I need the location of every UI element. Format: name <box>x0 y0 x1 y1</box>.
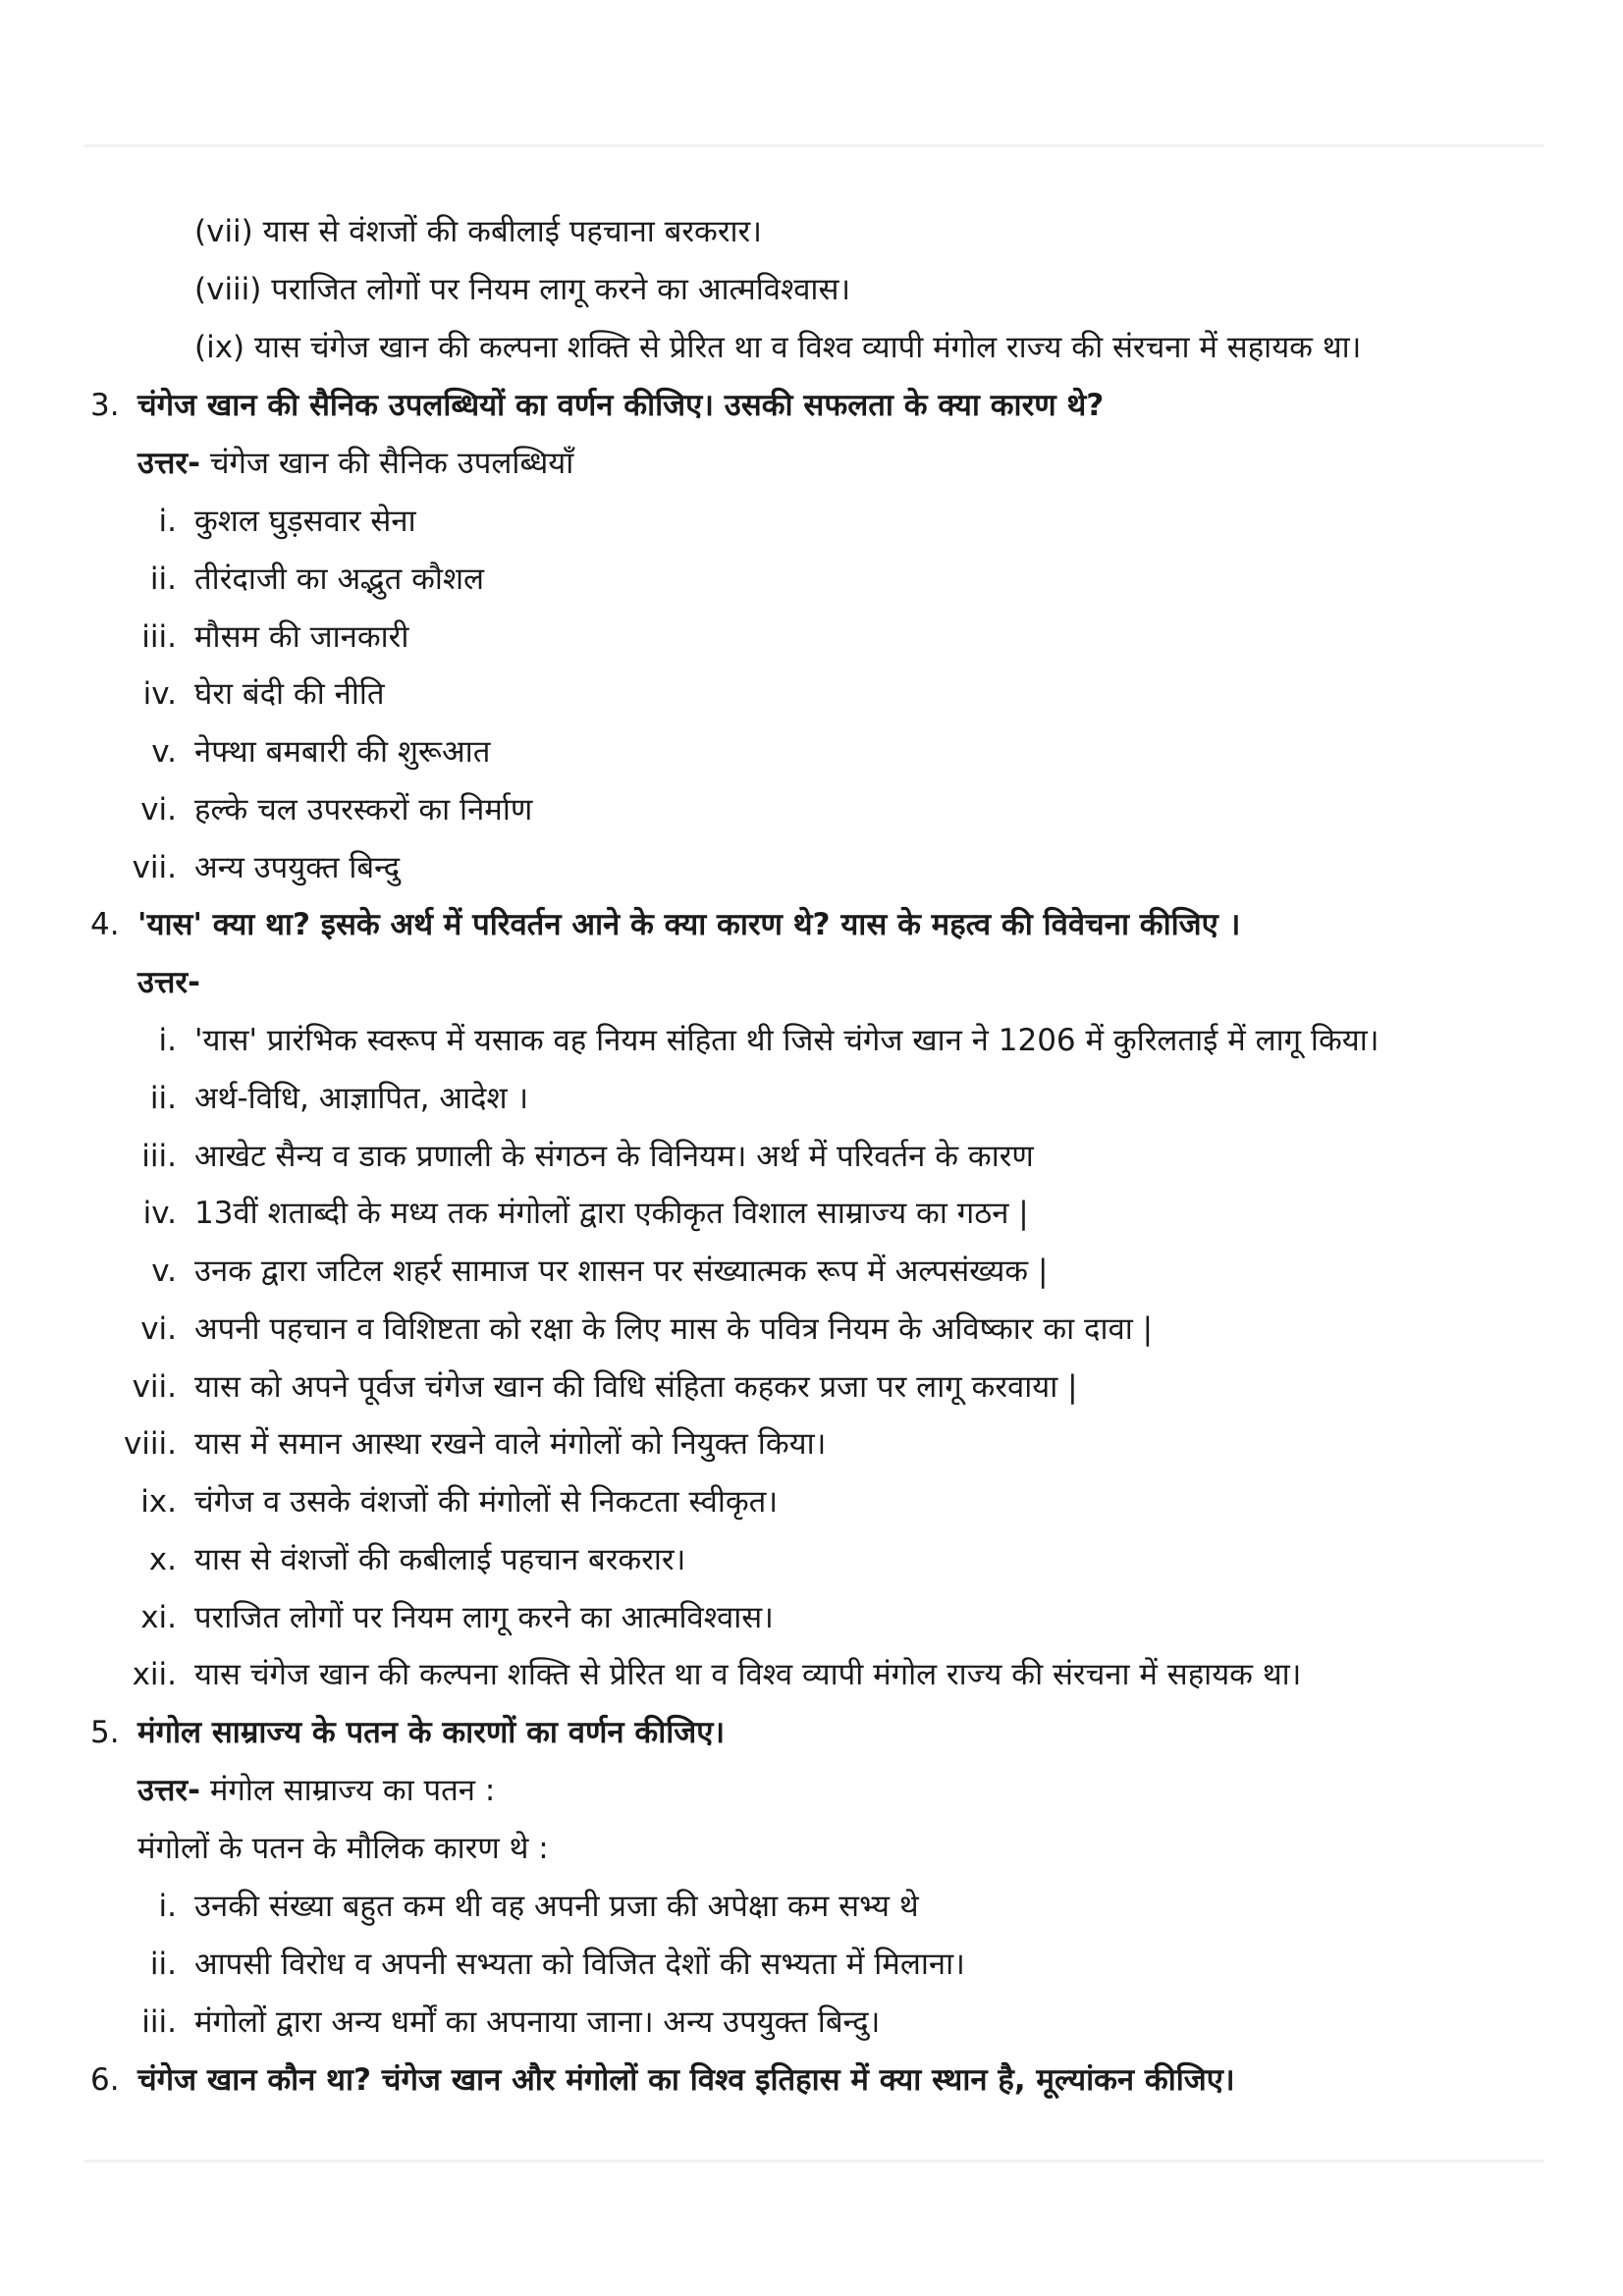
list-item-text: अर्थ-विधि, आज्ञापित, आदेश । <box>194 1080 529 1116</box>
list-item-number: xii. <box>132 1657 177 1693</box>
list-item-text: कुशल घुड़सवार सेना <box>194 504 416 539</box>
list-item-number: viii. <box>123 1426 177 1463</box>
continued-point-viii: (viii) पराजित लोगों पर नियम लागू करने का आत्मविश्वास। <box>194 272 851 307</box>
list-item-text: उनकी संख्या बहुत कम थी वह अपनी प्रजा की अपेक्षा कम सभ्य थे <box>194 1889 919 1924</box>
question-5: मंगोल साम्राज्य के पतन के कारणों का वर्णन कीजिए। <box>137 1715 726 1750</box>
list-item-number: iii. <box>141 2004 177 2040</box>
list-item-text: पराजित लोगों पर नियम लागू करने का आत्मविश्वास। <box>194 1599 774 1635</box>
answer-label: उत्तर- <box>137 1773 200 1808</box>
list-item-text: मंगोलों द्वारा अन्य धर्मों का अपनाया जाना। अन्य उपयुक्त बिन्दु। <box>194 2004 881 2040</box>
list-item-text: अपनी पहचान व विशिष्टता को रक्षा के लिए मास के पवित्र नियम के अविष्कार का दावा | <box>194 1310 1154 1347</box>
question-number-5: 5. <box>90 1715 120 1750</box>
list-item-number: v. <box>151 734 177 771</box>
list-item-number: vii. <box>132 849 177 885</box>
answer-intro-text: मंगोल साम्राज्य का पतन : <box>199 1773 496 1808</box>
list-item-number: iii. <box>141 1138 177 1174</box>
list-item-text: यास चंगेज खान की कल्पना शक्ति से प्रेरित था व विश्व व्यापी मंगोल राज्य की संरचना में सहायक था। <box>194 1657 1302 1693</box>
list-item-text: घेरा बंदी की नीति <box>194 676 385 713</box>
question-number-6: 6. <box>90 2062 120 2098</box>
list-item-number: iv. <box>142 676 177 713</box>
list-item-text: उनक द्वारा जटिल शहर्र सामाज पर शासन पर संख्यात्मक रूप में अल्पसंख्यक | <box>194 1254 1049 1289</box>
continued-point-vii: (vii) यास से वंशजों की कबीलाई पहचाना बरकरार। <box>194 214 762 249</box>
question-3: चंगेज खान की सैनिक उपलब्धियों का वर्णन कीजिए। उसकी सफलता के क्या कारण थे? <box>137 388 1105 423</box>
list-item-text: यास को अपने पूर्वज चंगेज खान की विधि संहिता कहकर प्रजा पर लागू करवाया | <box>194 1368 1078 1405</box>
answer-5-sub-intro: मंगोलों के पतन के मौलिक कारण थे : <box>137 1831 549 1866</box>
bottom-divider <box>83 2160 1544 2163</box>
list-item-text: आखेट सैन्य व डाक प्रणाली के संगठन के विनियम। अर्थ में परिवर्तन के कारण <box>194 1138 1034 1174</box>
list-item-number: i. <box>158 1889 177 1924</box>
answer-4-label: उत्तर- <box>137 965 200 1000</box>
list-item-text: 'यास' प्रारंभिक स्वरूप में यसाक वह नियम संहिता थी जिसे चंगेज खान ने 1206 में कुरिलताई में लागू किया। <box>194 1023 1380 1058</box>
list-item-number: iv. <box>142 1196 177 1232</box>
top-divider <box>83 144 1544 147</box>
list-item-number: ii. <box>149 1947 177 1982</box>
list-item-number: xi. <box>140 1599 177 1635</box>
list-item-number: vi. <box>140 792 177 828</box>
list-item-text: नेफ्था बमबारी की शुरूआत <box>194 734 491 771</box>
question-number-3: 3. <box>90 388 120 423</box>
list-item-number: vi. <box>140 1310 177 1347</box>
list-item-number: iii. <box>141 618 177 655</box>
continued-point-ix: (ix) यास चंगेज खान की कल्पना शक्ति से प्रेरित था व विश्व व्यापी मंगोल राज्य की संरचना में सहायक था। <box>194 330 1362 365</box>
list-item-text: यास से वंशजों की कबीलाई पहचान बरकरार। <box>194 1541 686 1577</box>
question-6: चंगेज खान कौन था? चंगेज खान और मंगोलों का विश्व इतिहास में क्या स्थान है, मूल्यांकन कीजिए। <box>137 2062 1235 2098</box>
list-item-text: मौसम की जानकारी <box>194 618 409 655</box>
question-number-4: 4. <box>90 907 120 942</box>
answer-label: उत्तर- <box>137 446 200 481</box>
list-item-text: चंगेज व उसके वंशजों की मंगोलों से निकटता स्वीकृत। <box>194 1484 779 1520</box>
list-item-number: ix. <box>140 1484 177 1520</box>
list-item-number: vii. <box>132 1368 177 1405</box>
question-4: 'यास' क्या था? इसके अर्थ में परिवर्तन आने के क्या कारण थे? यास के महत्व की विवेचना कीजिए । <box>137 907 1241 942</box>
list-item-number: i. <box>158 1023 177 1058</box>
list-item-text: हल्के चल उपरस्करों का निर्माण <box>194 792 533 828</box>
answer-5-intro <box>137 1771 495 1810</box>
list-item-number: ii. <box>149 1080 177 1116</box>
answer-3-intro <box>137 444 573 483</box>
list-item-text: तीरंदाजी का अद्भुत कौशल <box>194 561 485 597</box>
answer-intro-text: चंगेज खान की सैनिक उपलब्धियाँ <box>199 446 574 481</box>
list-item-number: x. <box>148 1541 177 1577</box>
list-item-text: 13वीं शताब्दी के मध्य तक मंगोलों द्वारा एकीकृत विशाल साम्राज्य का गठन | <box>194 1196 1029 1232</box>
list-item-text: यास में समान आस्था रखने वाले मंगोलों को नियुक्त किया। <box>194 1426 827 1463</box>
list-item-number: v. <box>151 1254 177 1289</box>
list-item-number: ii. <box>149 561 177 597</box>
list-item-text: आपसी विरोध व अपनी सभ्यता को विजित देशों की सभ्यता में मिलाना। <box>194 1947 965 1982</box>
list-item-number: i. <box>158 504 177 539</box>
list-item-text: अन्य उपयुक्त बिन्दु <box>194 849 401 885</box>
